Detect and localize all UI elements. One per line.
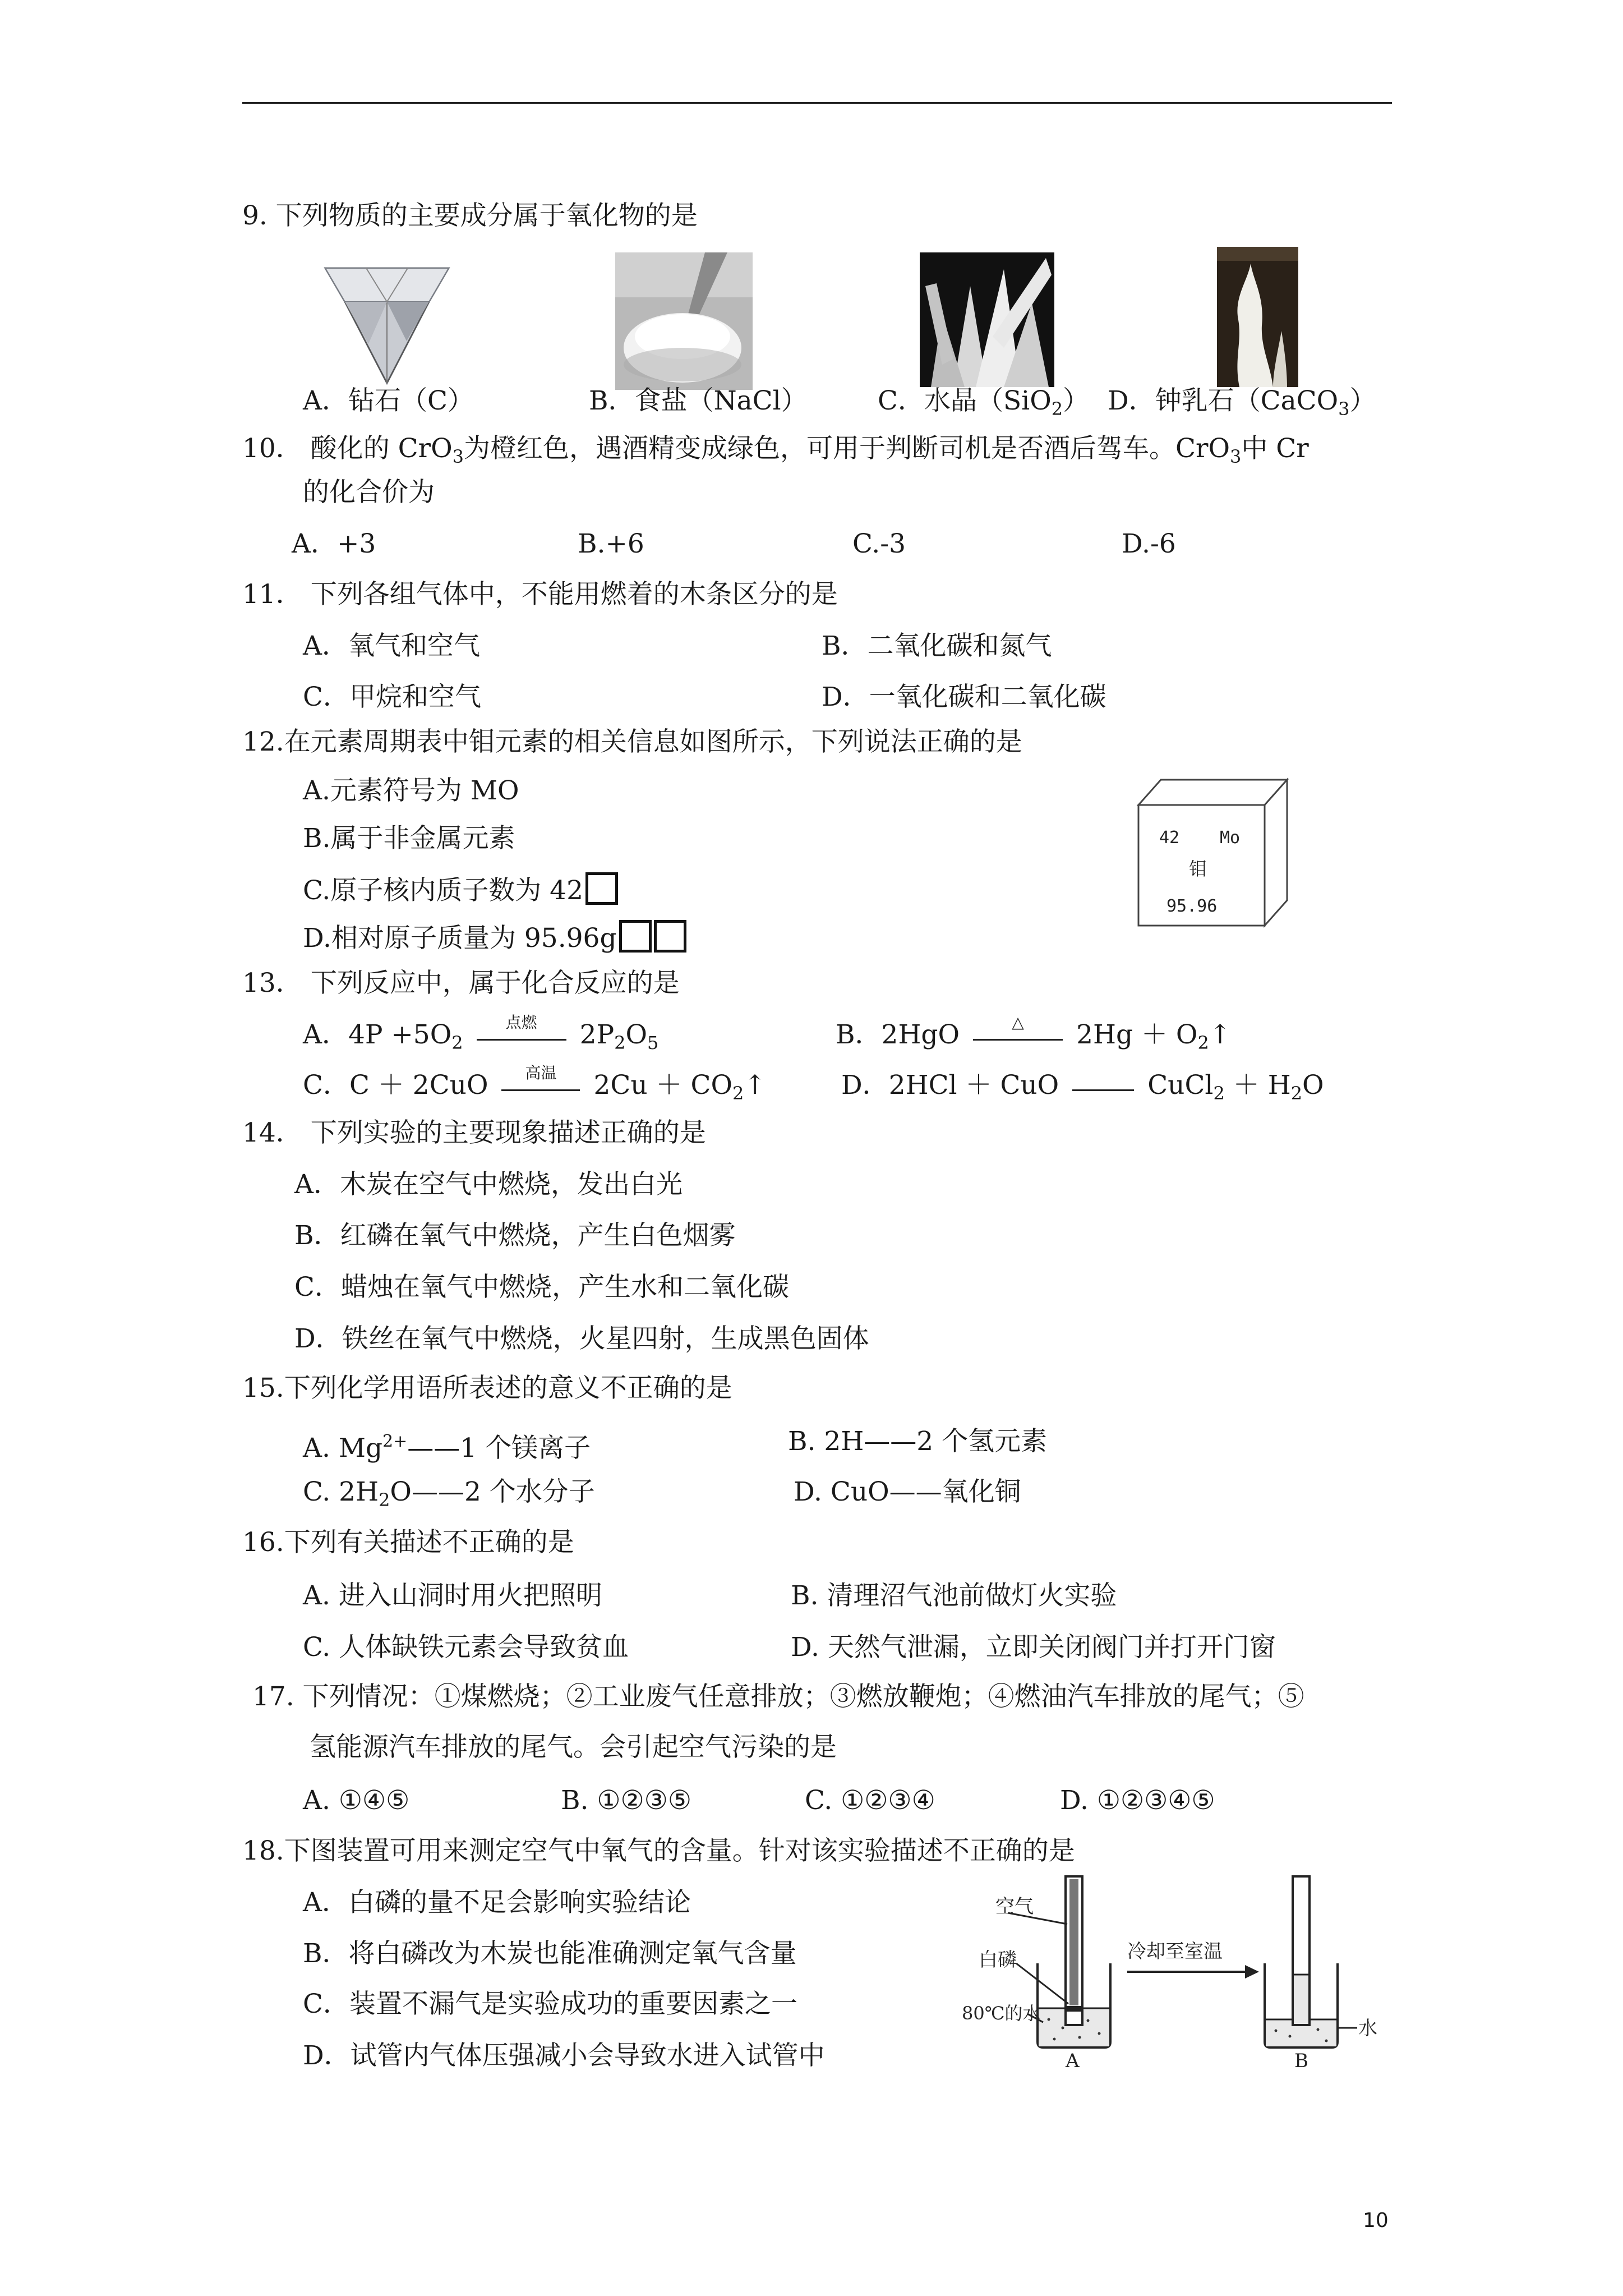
- q18-option-d: D．试管内气体压强减小会导致水进入试管中: [303, 2040, 825, 2071]
- q13-option-c: C．C ＋ 2CuO 高温 $2Cu + CO_2↑$: [303, 1064, 766, 1104]
- q15-option-d: D. CuO——氧化铜: [794, 1476, 1021, 1507]
- q9-option-d: D．钟乳石（CaCO$_3$）: [1108, 385, 1376, 420]
- q18-option-c: C．装置不漏气是实验成功的重要因素之一: [303, 1989, 797, 2019]
- q14-option-b: B．红磷在氧气中燃烧，产生白色烟雾: [294, 1220, 736, 1251]
- stalactite-image: [1217, 247, 1298, 387]
- q18-stem: 18.下图装置可用来测定空气中氧气的含量。针对该实验描述不正确的是: [242, 1835, 1075, 1866]
- label-water-80: 80℃的水: [962, 2003, 1041, 2024]
- label-water: 水: [1358, 2017, 1377, 2040]
- label-cool: 冷却至室温: [1127, 1940, 1223, 1963]
- q16-stem: 16.下列有关描述不正确的是: [242, 1527, 574, 1558]
- q12-option-d: D.相对原子质量为 95.96g: [303, 920, 686, 955]
- q17-stem-line1: 17. 下列情况：①煤燃烧；②工业废气任意排放；③燃放鞭炮；④燃油汽车排放的尾气；⑤: [252, 1681, 1304, 1712]
- q18-option-a: A．白磷的量不足会影响实验结论: [303, 1887, 691, 1918]
- q17-option-b: B. ①②③⑤: [561, 1785, 691, 1816]
- q13-option-a: A．$4P +5O_2$ 点燃 $2P_2O_5$: [303, 1013, 659, 1053]
- q15-option-c: C. $2H_2O——2$ 个水分子: [303, 1476, 595, 1511]
- q17-stem-line2: 氢能源汽车排放的尾气。会引起空气污染的是: [310, 1732, 837, 1763]
- q11-stem: 11． 下列各组气体中，不能用燃着的木条区分的是: [242, 579, 838, 610]
- q9-option-b: B．食盐（NaCl）: [589, 385, 808, 416]
- apparatus-b: [1265, 1876, 1357, 2047]
- q9-stem: 9. 下列物质的主要成分属于氧化物的是: [242, 200, 698, 231]
- element-name: 钼: [1189, 858, 1207, 880]
- answer-box: [619, 920, 652, 953]
- q14-option-c: C．蜡烛在氧气中燃烧，产生水和二氧化碳: [294, 1272, 789, 1303]
- q14-option-a: A．木炭在空气中燃烧，发出白光: [294, 1169, 683, 1200]
- diamond-image: [317, 257, 457, 387]
- answer-box: [654, 920, 686, 953]
- q17-option-a: A. ①④⑤: [303, 1785, 410, 1816]
- q10-option-b: B.+6: [578, 528, 644, 559]
- salt-image: [615, 252, 753, 390]
- q10-stem-line2: 的化合价为: [303, 477, 435, 508]
- q11-option-d: D．一氧化碳和二氧化碳: [822, 682, 1106, 712]
- q13-option-d: D．2HCl ＋ CuO CuCl$_2$ ＋ $H_2O$: [841, 1070, 1324, 1104]
- q15-option-b: B. 2H——2 个氢元素: [788, 1426, 1048, 1457]
- q16-option-d: D. 天然气泄漏，立即关闭阀门并打开门窗: [791, 1632, 1276, 1663]
- label-a: A: [1066, 2050, 1080, 2072]
- header-rule: [242, 102, 1392, 104]
- q13-stem: 13． 下列反应中，属于化合反应的是: [242, 968, 680, 999]
- q17-option-d: D. ①②③④⑤: [1060, 1785, 1215, 1816]
- q11-option-b: B．二氧化碳和氮气: [822, 631, 1052, 661]
- q10-option-c: C.-3: [852, 528, 906, 559]
- q10-option-a: A．+3: [292, 528, 376, 559]
- q11-option-a: A．氧气和空气: [303, 631, 480, 661]
- q12-option-a: A.元素符号为 MO: [303, 775, 519, 806]
- q12-option-b: B.属于非金属元素: [303, 823, 515, 854]
- label-b: B: [1294, 2050, 1308, 2072]
- element-symbol: Mo: [1220, 828, 1241, 848]
- label-phosphorus: 白磷: [979, 1949, 1017, 1971]
- answer-box: [585, 872, 618, 905]
- q15-option-a: A. $Mg^{2+}——1$ 个镁离子: [303, 1432, 591, 1464]
- crystal-image: [920, 252, 1054, 387]
- q11-option-c: C．甲烷和空气: [303, 682, 481, 712]
- q14-option-d: D．铁丝在氧气中燃烧，火星四射，生成黑色固体: [294, 1323, 869, 1354]
- molybdenum-element-card: [1136, 777, 1290, 928]
- page-number: 10: [1363, 2209, 1389, 2232]
- q9-option-a: A．钻石（C）: [303, 385, 474, 416]
- oxygen-experiment-diagram: [953, 1874, 1391, 2076]
- q15-stem: 15.下列化学用语所表述的意义不正确的是: [242, 1373, 732, 1404]
- q13-option-b: B．2HgO △ $2Hg + O_2↑$: [836, 1013, 1232, 1053]
- label-air: 空气: [995, 1895, 1034, 1918]
- q10-stem-line1: 10． 酸化的 CrO$_3$为橙红色，遇酒精变成绿色，可用于判断司机是否酒后驾车。CrO$_3$中 Cr: [242, 433, 1309, 467]
- q17-option-c: C. ①②③④: [805, 1785, 935, 1816]
- q12-stem: 12.在元素周期表中钼元素的相关信息如图所示，下列说法正确的是: [242, 726, 1022, 757]
- q18-option-b: B．将白磷改为木炭也能准确测定氧气含量: [303, 1938, 797, 1969]
- q10-option-d: D.-6: [1122, 528, 1176, 559]
- q14-stem: 14． 下列实验的主要现象描述正确的是: [242, 1117, 706, 1148]
- q16-option-b: B. 清理沼气池前做灯火实验: [791, 1580, 1117, 1611]
- q12-option-c: C.原子核内质子数为 42: [303, 872, 618, 908]
- q9-option-c: C．水晶（SiO$_2$）: [878, 385, 1090, 420]
- element-mass: 95.96: [1166, 896, 1218, 916]
- element-number: 42: [1159, 828, 1180, 848]
- q16-option-a: A. 进入山洞时用火把照明: [303, 1580, 602, 1611]
- q16-option-c: C. 人体缺铁元素会导致贫血: [303, 1632, 629, 1663]
